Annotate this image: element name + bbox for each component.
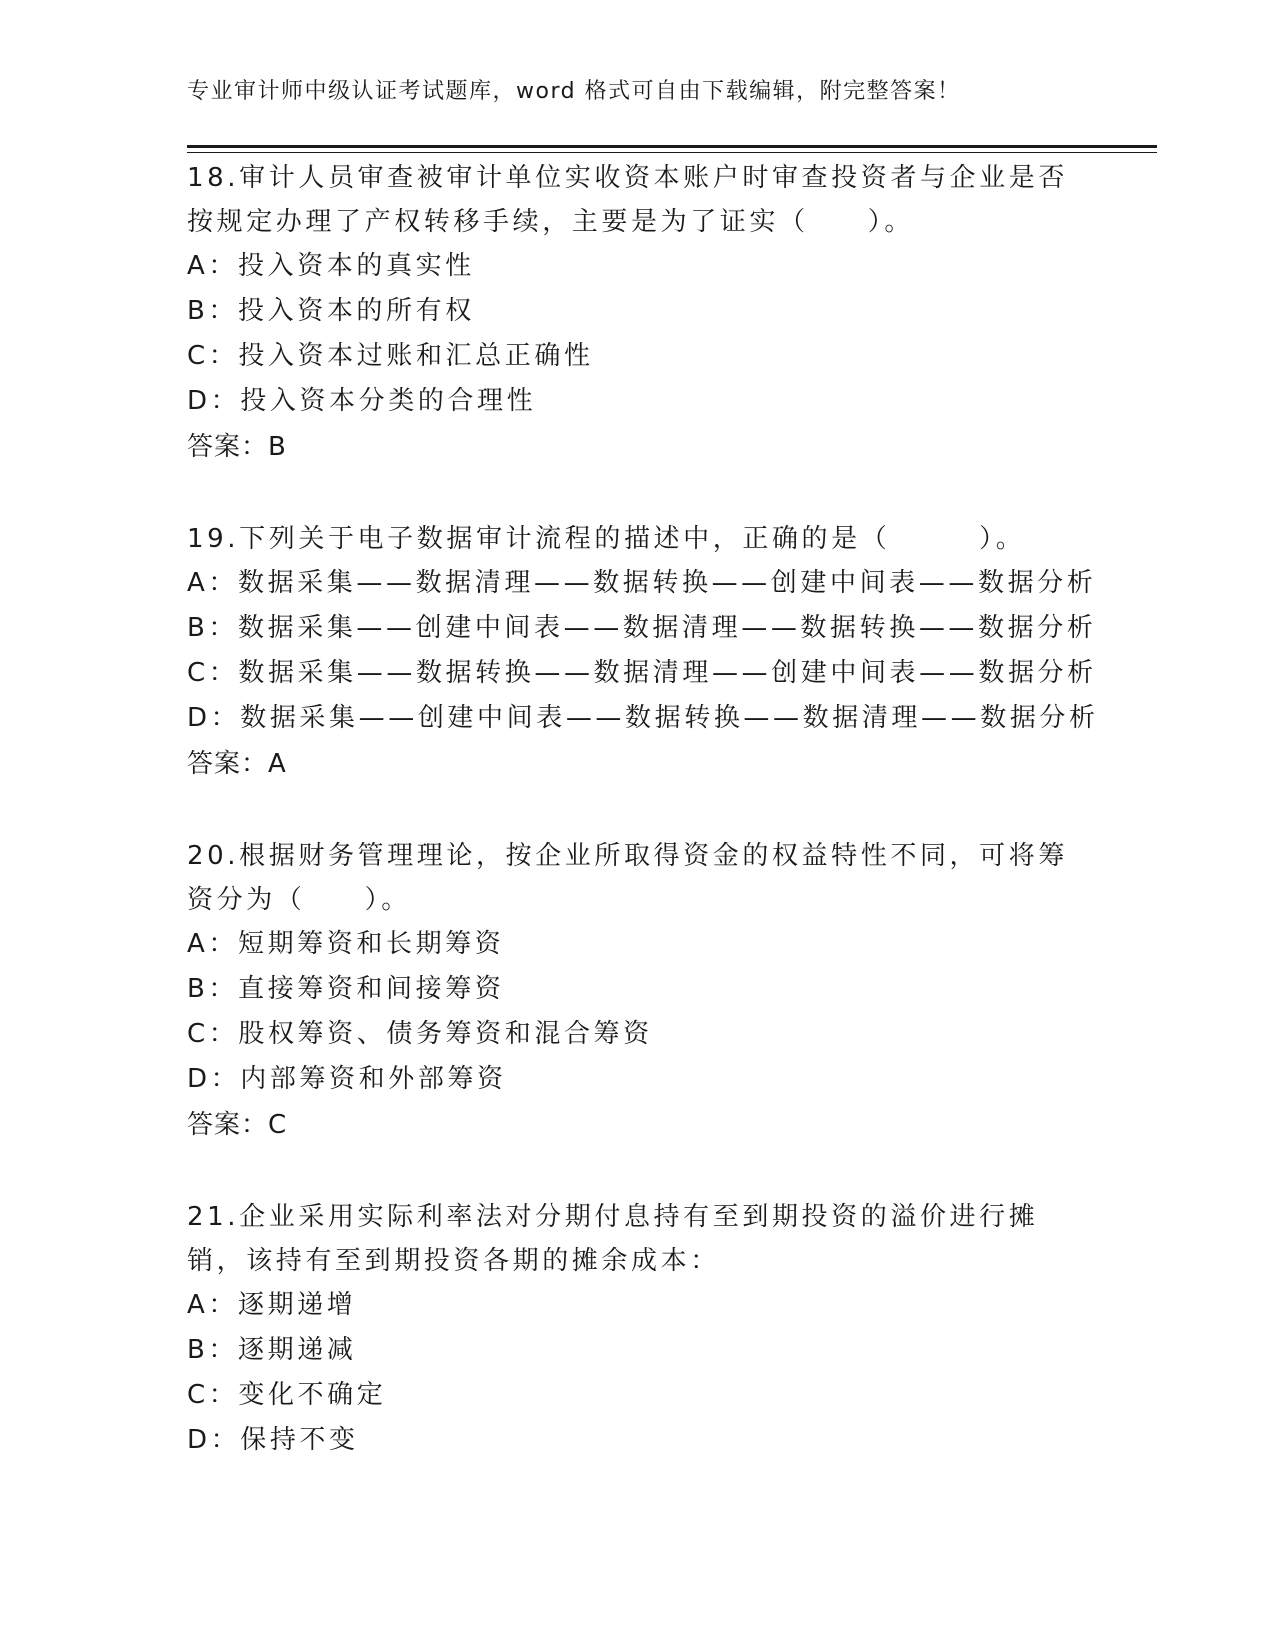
question-list [187,156,1099,1463]
option-c: C：数据采集——数据转换——数据清理——创建中间表——数据分析 [187,658,1097,688]
question-20 [187,834,1087,1148]
option-a: A：投入资本的真实性 [187,251,475,281]
question-21 [187,1195,1087,1463]
answer: 答案：C [187,1110,288,1140]
question-19 [187,517,1099,787]
spacer [187,470,1087,517]
option-b: B：逐期递减 [187,1335,357,1365]
answer: 答案：A [187,749,287,779]
option-b: B：投入资本的所有权 [187,296,475,326]
header-rule [187,145,1157,148]
question-18 [187,156,1087,470]
question-stem: 20.根据财务管理理论，按企业所取得资金的权益特性不同，可将筹资分为（ ）。 [187,841,1068,915]
option-c: C：投入资本过账和汇总正确性 [187,341,594,371]
spacer [187,1148,1087,1195]
question-stem: 19.下列关于电子数据审计流程的描述中，正确的是（ ）。 [187,524,1026,554]
option-b: B：数据采集——创建中间表——数据清理——数据转换——数据分析 [187,613,1097,643]
option-d: D：内部筹资和外部筹资 [187,1064,507,1094]
option-c: C：股权筹资、债务筹资和混合筹资 [187,1019,653,1049]
question-stem: 21.企业采用实际利率法对分期付息持有至到期投资的溢价进行摊销，该持有至到期投资各期的摊余成本： [187,1202,1039,1276]
option-d: D：数据采集——创建中间表——数据转换——数据清理——数据分析 [187,703,1099,733]
option-d: D：投入资本分类的合理性 [187,386,537,416]
spacer [187,787,1087,834]
option-a: A：逐期递增 [187,1290,357,1320]
option-a: A：数据采集——数据清理——数据转换——创建中间表——数据分析 [187,568,1097,598]
option-a: A：短期筹资和长期筹资 [187,929,505,959]
option-c: C：变化不确定 [187,1380,387,1410]
option-b: B：直接筹资和间接筹资 [187,974,505,1004]
question-stem: 18.审计人员审查被审计单位实收资本账户时审查投资者与企业是否按规定办理了产权转移手续，主要是为了证实（ ）。 [187,163,1068,237]
header-rule-thin [187,152,1157,153]
page-header: 专业审计师中级认证考试题库，word 格式可自由下载编辑，附完整答案！ [187,79,961,104]
option-d: D：保持不变 [187,1425,359,1455]
answer: 答案：B [187,432,287,462]
